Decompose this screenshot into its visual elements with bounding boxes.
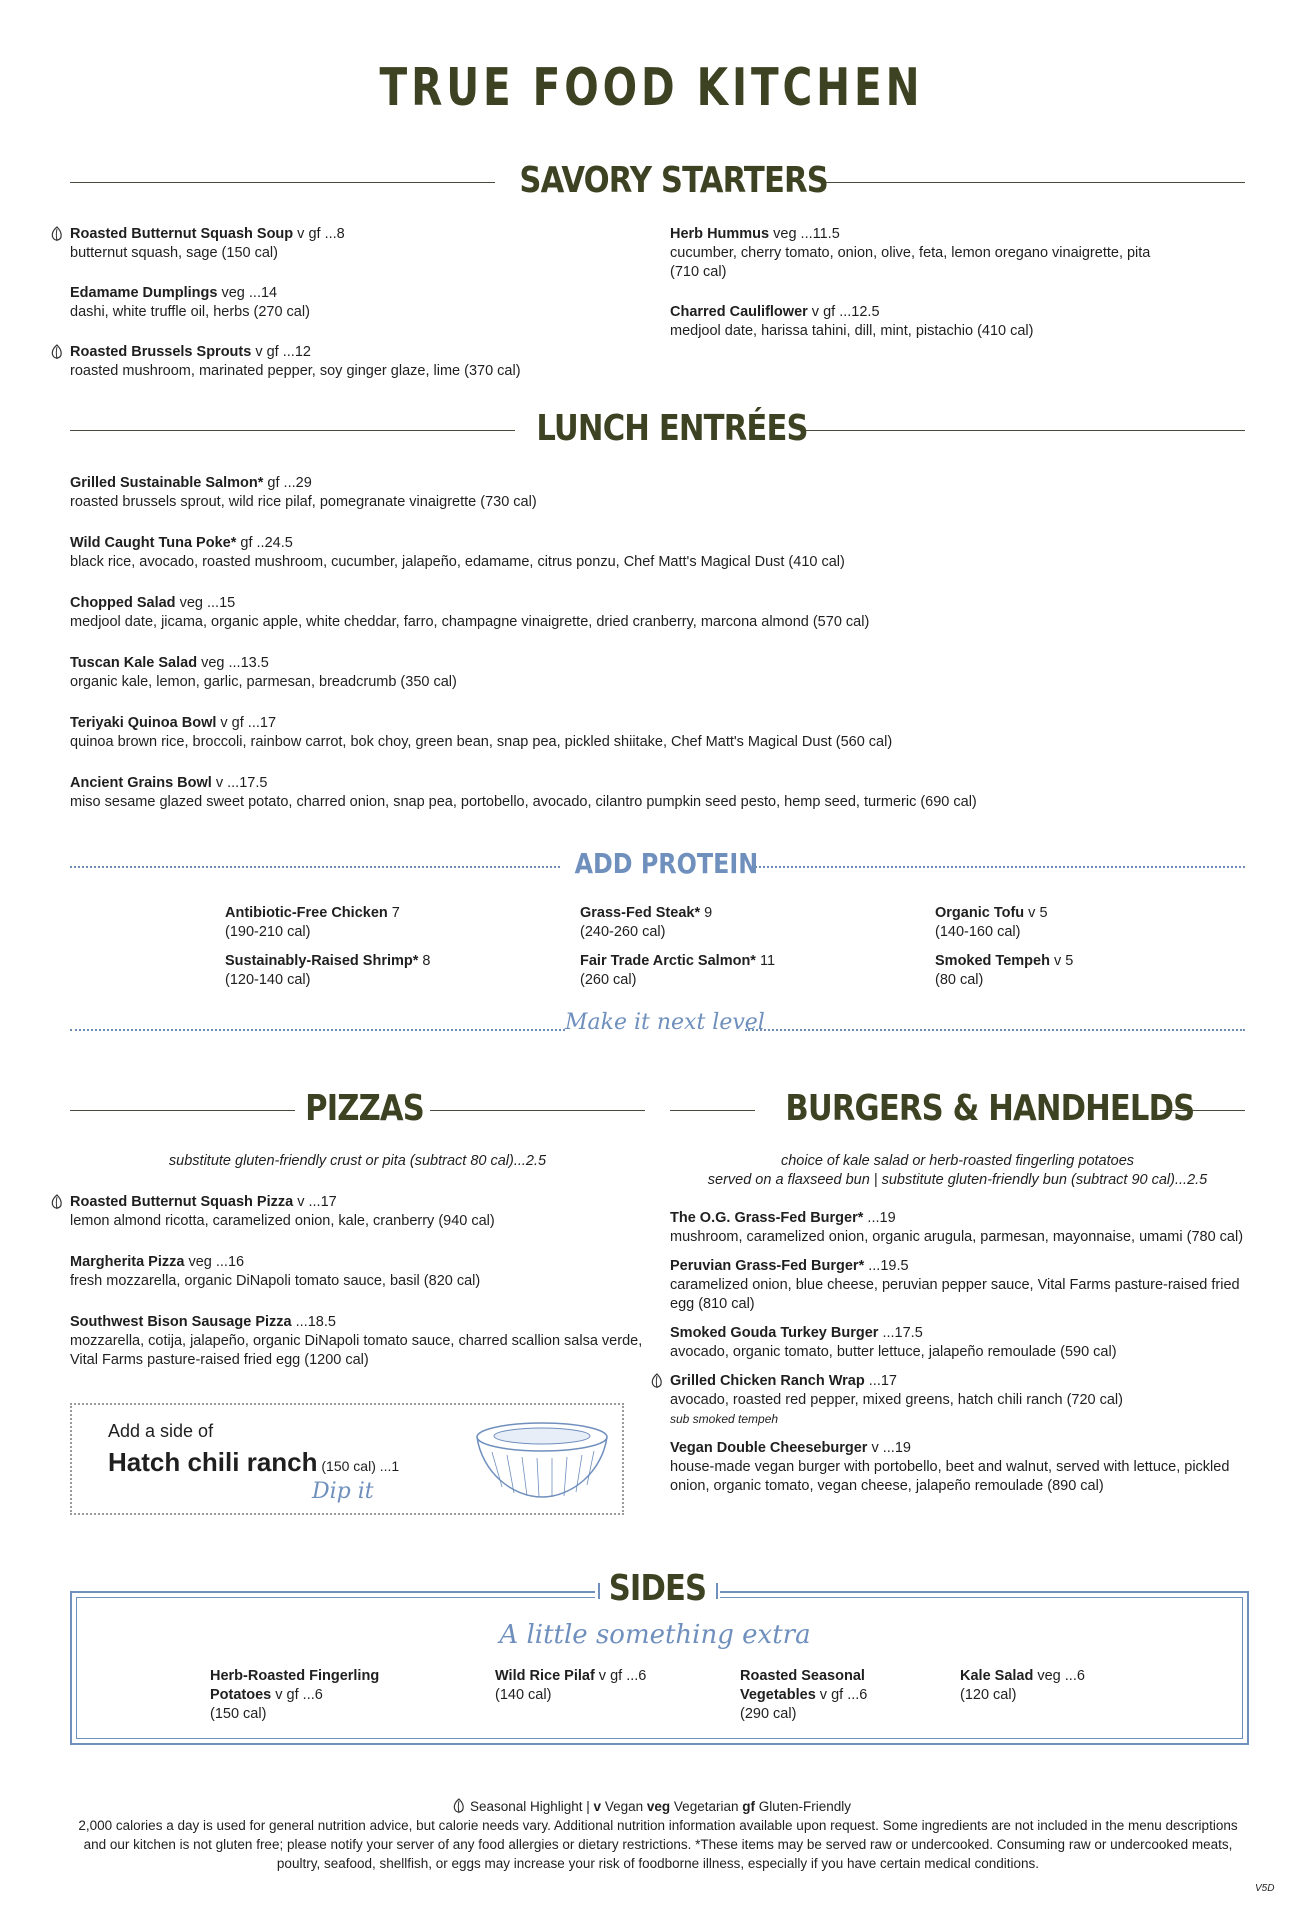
item-name: Grilled Sustainable Salmon* <box>70 475 264 491</box>
item-description: miso sesame glazed sweet potato, charred onion, snap pea, portobello, avocado, cilantro pumpkin seed pesto, hemp seed, turmeric (690 cal) <box>70 794 977 810</box>
burger-side-note: choice of kale salad or herb-roasted fingerling potatoes <box>780 1153 1135 1169</box>
item-description: fresh mozzarella, organic DiNapoli tomato sauce, basil (820 cal) <box>70 1273 481 1289</box>
seasonal-leaf-icon <box>50 226 64 242</box>
divider <box>670 1110 755 1111</box>
item-name: Smoked Gouda Turkey Burger <box>670 1325 879 1341</box>
menu-item <box>70 284 630 322</box>
item-name: Margherita Pizza <box>70 1254 185 1270</box>
menu-item <box>670 1324 1250 1362</box>
sides-title-tick-left <box>598 1583 600 1599</box>
item-name: Peruvian Grass-Fed Burger* <box>670 1258 865 1274</box>
protein-option <box>225 904 545 942</box>
item-description: black rice, avocado, roasted mushroom, cucumber, jalapeño, edamame, citrus ponzu, Chef Matt's Magical Dust (410 cal) <box>70 554 845 570</box>
side-name: Herb-Roasted Fingerling Potatoes <box>210 1668 380 1703</box>
side-name: Roasted Seasonal Vegetables <box>740 1668 865 1703</box>
item-description: roasted mushroom, marinated pepper, soy ginger glaze, lime (370 cal) <box>70 363 521 379</box>
side-offer-box <box>70 1403 624 1515</box>
side-meta: v gf ...6 <box>815 1687 868 1703</box>
protein-price: 7 <box>387 905 400 921</box>
side-meta: veg ...6 <box>1033 1668 1085 1684</box>
side-item <box>740 1667 900 1724</box>
divider <box>800 430 1245 431</box>
protein-price: 11 <box>755 953 776 969</box>
item-name: Grilled Chicken Ranch Wrap <box>670 1373 865 1389</box>
item-meta: veg ...13.5 <box>197 655 269 671</box>
menu-item <box>70 1313 650 1370</box>
item-meta: ...19.5 <box>864 1258 909 1274</box>
seasonal-leaf-icon <box>50 344 64 360</box>
dotted-divider <box>70 866 560 868</box>
item-description: house-made vegan burger with portobello, beet and walnut, served with lettuce, pickled onion, organic tomato, vegan cheese, jalapeño remoulade (890 cal) <box>670 1459 1230 1494</box>
protein-price: v 5 <box>1024 905 1048 921</box>
legend-seasonal: Seasonal Highlight | <box>469 1799 590 1814</box>
side-name: Kale Salad <box>960 1668 1034 1684</box>
divider <box>430 1110 645 1111</box>
protein-price: v 5 <box>1049 953 1074 969</box>
menu-item <box>70 1253 650 1291</box>
side-calories: (290 cal) <box>740 1706 797 1722</box>
starters-left-column <box>70 225 630 381</box>
side-calories: (150 cal) <box>210 1706 267 1722</box>
protein-option <box>580 904 900 942</box>
side-name: Wild Rice Pilaf <box>495 1668 595 1684</box>
protein-name: Antibiotic-Free Chicken <box>225 905 388 921</box>
side-calories: (120 cal) <box>960 1687 1017 1703</box>
menu-item <box>70 343 630 381</box>
legend-v-label: Vegan <box>604 1799 644 1814</box>
menu-item <box>70 534 1230 572</box>
dotted-divider <box>745 1029 1245 1031</box>
side-offer-line1: Add a side of <box>108 1421 214 1441</box>
legend-veg-key: veg <box>646 1799 671 1814</box>
item-description: roasted brussels sprout, wild rice pilaf, pomegranate vinaigrette (730 cal) <box>70 494 537 510</box>
starters-right-column <box>670 225 1180 341</box>
item-description: avocado, organic tomato, butter lettuce, jalapeño remoulade (590 cal) <box>670 1344 1117 1360</box>
item-name: Herb Hummus <box>670 226 770 242</box>
item-description: avocado, roasted red pepper, mixed greens, hatch chili ranch (720 cal) <box>670 1392 1123 1408</box>
seasonal-leaf-icon <box>452 1798 466 1814</box>
item-description: medjool date, harissa tahini, dill, mint, pistachio (410 cal) <box>670 323 1034 339</box>
side-offer-title <box>108 1447 399 1478</box>
section-title-starters: SAVORY STARTERS <box>519 160 828 201</box>
section-title-burgers: BURGERS & HANDHELDS <box>785 1088 1195 1129</box>
protein-calories: (120-140 cal) <box>225 972 311 988</box>
item-description: caramelized onion, blue cheese, peruvian pepper sauce, Vital Farms pasture-raised fried egg (810 cal) <box>670 1277 1240 1312</box>
protein-option <box>580 952 900 990</box>
menu-item <box>670 1372 1250 1429</box>
side-meta: v gf ...6 <box>271 1687 323 1703</box>
item-meta: ...17 <box>864 1373 897 1389</box>
item-meta: gf ...29 <box>263 475 312 491</box>
version-code: V5D <box>1255 1883 1275 1894</box>
item-meta: veg ...15 <box>175 595 236 611</box>
menu-item <box>670 225 1180 282</box>
item-meta: v gf ...12 <box>251 344 311 360</box>
side-calories: (140 cal) <box>495 1687 552 1703</box>
protein-col-3 <box>935 904 1235 990</box>
item-description: butternut squash, sage (150 cal) <box>70 245 278 261</box>
dotted-divider <box>755 866 1245 868</box>
protein-calories: (240-260 cal) <box>580 924 666 940</box>
protein-calories: (80 cal) <box>935 972 984 988</box>
item-substitution: sub smoked tempeh <box>670 1412 779 1426</box>
menu-item <box>670 303 1180 341</box>
protein-name: Sustainably-Raised Shrimp* <box>225 953 419 969</box>
seasonal-leaf-icon <box>50 1194 64 1210</box>
item-name: Charred Cauliflower <box>670 304 808 320</box>
item-meta: ...18.5 <box>291 1314 336 1330</box>
divider <box>820 182 1245 183</box>
divider <box>70 1110 295 1111</box>
entrees-list <box>70 474 1230 812</box>
protein-price: 8 <box>418 953 431 969</box>
protein-name: Grass-Fed Steak* <box>580 905 701 921</box>
item-name: Teriyaki Quinoa Bowl <box>70 715 217 731</box>
item-meta: gf ..24.5 <box>236 535 293 551</box>
protein-col-1 <box>225 904 545 990</box>
item-description: organic kale, lemon, garlic, parmesan, breadcrumb (350 cal) <box>70 674 457 690</box>
side-item <box>495 1667 685 1705</box>
item-name: Edamame Dumplings <box>70 285 218 301</box>
menu-item <box>70 594 1230 632</box>
item-name: Roasted Brussels Sprouts <box>70 344 252 360</box>
item-name: The O.G. Grass-Fed Burger* <box>670 1210 864 1226</box>
item-description: medjool date, jicama, organic apple, white cheddar, farro, champagne vinaigrette, dried cranberry, marcona almond (570 cal) <box>70 614 870 630</box>
menu-item <box>70 654 1230 692</box>
item-name: Roasted Butternut Squash Pizza <box>70 1194 294 1210</box>
menu-item <box>670 1209 1250 1247</box>
item-meta: veg ...14 <box>217 285 278 301</box>
pizza-list <box>70 1193 650 1370</box>
item-meta: ...17.5 <box>878 1325 923 1341</box>
seasonal-leaf-icon <box>650 1373 664 1389</box>
menu-item <box>670 1257 1250 1314</box>
dietary-legend <box>0 1797 1303 1816</box>
section-title-entrees: LUNCH ENTRÉES <box>536 408 808 449</box>
item-description: dashi, white truffle oil, herbs (270 cal) <box>70 304 310 320</box>
menu-item <box>70 714 1230 752</box>
legend-veg-label: Vegetarian <box>673 1799 739 1814</box>
section-title-protein: ADD PROTEIN <box>574 847 759 880</box>
ranch-bowl-icon <box>472 1417 612 1505</box>
item-meta: v ...19 <box>867 1440 911 1456</box>
dotted-divider <box>70 1029 565 1031</box>
menu-item <box>670 1439 1250 1496</box>
side-offer-name: Hatch chili ranch <box>108 1447 318 1477</box>
item-name: Wild Caught Tuna Poke* <box>70 535 237 551</box>
item-description: quinoa brown rice, broccoli, rainbow carrot, bok choy, green bean, snap pea, pickled shiitake, Chef Matt's Magical Dust (560 cal) <box>70 734 893 750</box>
protein-option <box>935 952 1235 990</box>
pizza-crust-note: substitute gluten-friendly crust or pita (subtract 80 cal)...2.5 <box>168 1153 547 1169</box>
item-name: Vegan Double Cheeseburger <box>670 1440 868 1456</box>
protein-calories: (190-210 cal) <box>225 924 311 940</box>
protein-name: Fair Trade Arctic Salmon* <box>580 953 756 969</box>
item-meta: v ...17.5 <box>211 775 268 791</box>
divider <box>70 430 515 431</box>
item-description: mozzarella, cotija, jalapeño, organic DiNapoli tomato sauce, charred scallion salsa verde, Vital Farms pasture-raised fried egg (1200 cal) <box>70 1333 643 1368</box>
menu-item <box>70 225 630 263</box>
item-meta: v gf ...8 <box>293 226 345 242</box>
item-meta: v gf ...12.5 <box>807 304 880 320</box>
sides-tagline: A little something extra <box>499 1620 811 1650</box>
item-description: mushroom, caramelized onion, organic arugula, parmesan, mayonnaise, umami (780 cal) <box>670 1229 1244 1245</box>
item-meta: v gf ...17 <box>216 715 277 731</box>
item-meta: veg ...11.5 <box>769 226 840 242</box>
protein-calories: (140-160 cal) <box>935 924 1021 940</box>
item-name: Tuscan Kale Salad <box>70 655 198 671</box>
item-meta: v ...17 <box>293 1194 337 1210</box>
menu-item <box>70 474 1230 512</box>
item-description: cucumber, cherry tomato, onion, olive, feta, lemon oregano vinaigrette, pita (710 cal) <box>670 245 1151 280</box>
protein-tagline: Make it next level <box>565 1010 765 1035</box>
menu-item <box>70 774 1230 812</box>
item-meta: veg ...16 <box>184 1254 245 1270</box>
item-name: Ancient Grains Bowl <box>70 775 212 791</box>
section-title-pizzas: PIZZAS <box>305 1088 424 1129</box>
protein-calories: (260 cal) <box>580 972 637 988</box>
restaurant-title: TRUE FOOD KITCHEN <box>379 58 924 118</box>
divider <box>70 182 495 183</box>
item-meta: ...19 <box>863 1210 896 1226</box>
side-meta: v gf ...6 <box>594 1668 647 1684</box>
legend-gf-label: Gluten-Friendly <box>758 1799 852 1814</box>
legend-v-key: v <box>593 1799 602 1814</box>
disclaimer: 2,000 calories a day is used for general nutrition advice, but calorie needs vary. Additional nutrition information available upon request. Some ingredients are not included in the menu descriptions and our kitchen is not gluten free; please notify your server of any food allergies or dietary restrictions. *These items may be served raw or undercooked. Consuming raw or undercooked meats, poultry, seafood, shellfish, or eggs may increase your risk of foodborne illness, especially if you have certain medical conditions. <box>78 1818 1238 1871</box>
item-name: Chopped Salad <box>70 595 176 611</box>
protein-col-2 <box>580 904 900 990</box>
protein-price: 9 <box>700 905 713 921</box>
burger-bun-note: served on a flaxseed bun | substitute gluten-friendly bun (subtract 90 cal)...2.5 <box>707 1172 1208 1188</box>
side-offer-tagline: Dip it <box>312 1479 374 1504</box>
item-description: lemon almond ricotta, caramelized onion, kale, cranberry (940 cal) <box>70 1213 495 1229</box>
protein-option <box>225 952 545 990</box>
side-offer-meta: (150 cal) ...1 <box>317 1458 400 1474</box>
protein-name: Smoked Tempeh <box>935 953 1050 969</box>
section-title-sides: SIDES <box>608 1568 707 1609</box>
item-name: Roasted Butternut Squash Soup <box>70 226 294 242</box>
item-name: Southwest Bison Sausage Pizza <box>70 1314 292 1330</box>
legend-gf-key: gf <box>742 1799 755 1814</box>
protein-name: Organic Tofu <box>935 905 1025 921</box>
sides-title-tick-right <box>716 1583 718 1599</box>
protein-option <box>935 904 1235 942</box>
burger-list <box>670 1209 1250 1496</box>
side-item <box>960 1667 1160 1705</box>
menu-item <box>70 1193 650 1231</box>
side-item <box>210 1667 410 1724</box>
